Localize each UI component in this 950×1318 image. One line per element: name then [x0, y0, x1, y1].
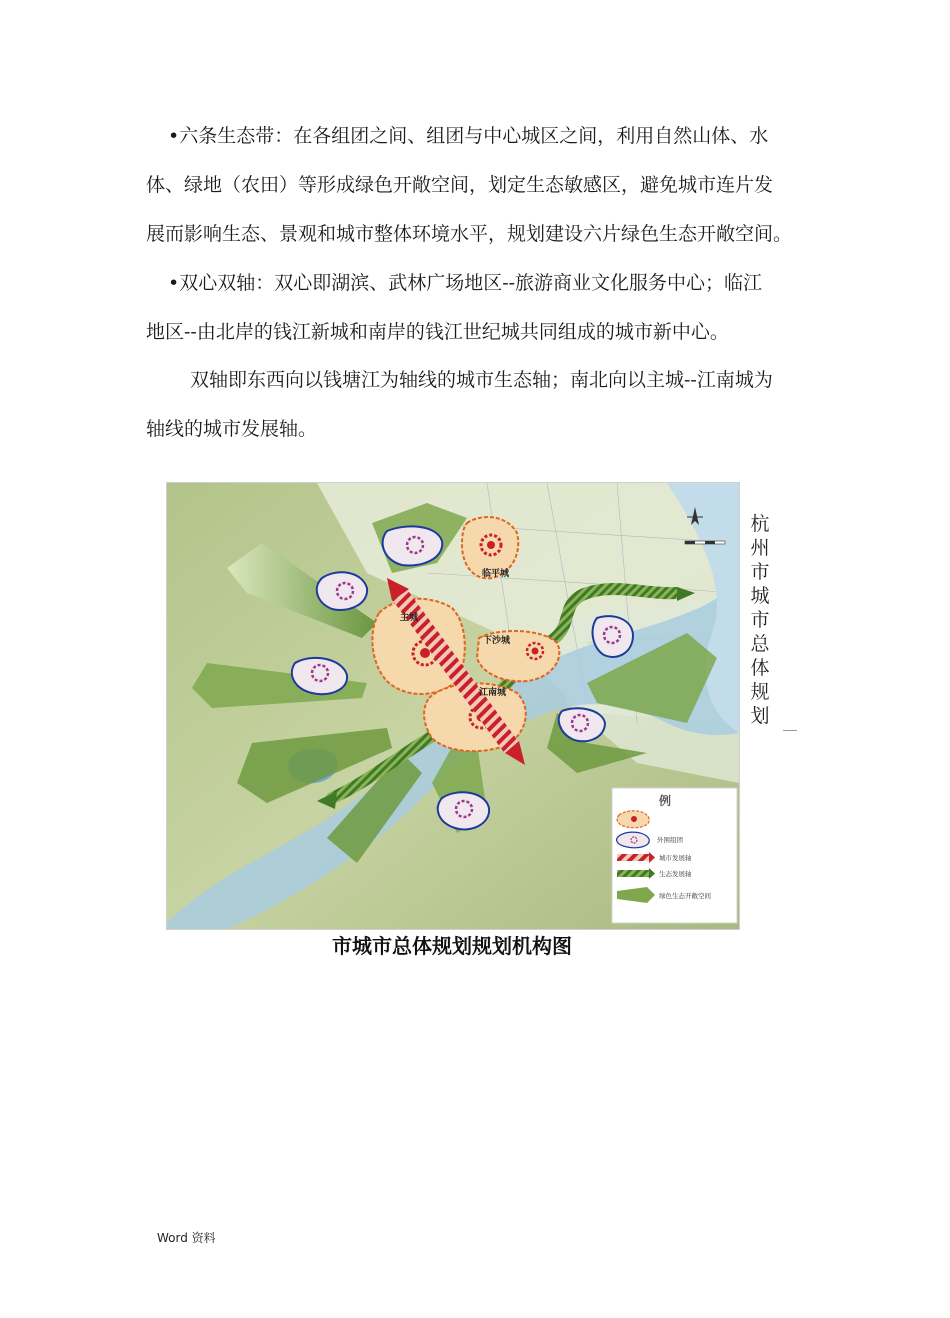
planning-map — [166, 482, 740, 930]
label-linpingcheng: 临平城 — [482, 569, 510, 579]
legend-item-ecological-axis: 生态发展轴 — [659, 870, 692, 878]
paragraph-ecological-belts — [146, 112, 816, 259]
legend-item-outer-group: 外围组团 — [657, 836, 683, 844]
paragraph-line: 体、绿地（农田）等形成绿色开敞空间，划定生态敏感区，避免城市连片发 — [146, 174, 774, 196]
map-legend — [612, 788, 737, 923]
paragraph-line: 六条生态带：在各组团之间、组团与中心城区之间，利用自然山体、水 — [179, 125, 769, 147]
bullet: • — [168, 272, 180, 294]
planning-map-graphic — [167, 483, 739, 929]
paragraph-dual-centers — [146, 259, 816, 357]
scale-bar — [685, 541, 725, 544]
paragraph-line: 双轴即东西向以钱塘江为轴线的城市生态轴；南北向以主城--江南城为 — [190, 369, 773, 391]
paragraph-line: 地区--由北岸的钱江新城和南岸的钱江世纪城共同组成的城市新中心。 — [146, 321, 729, 343]
paragraph-dual-axes — [146, 356, 816, 454]
label-zhucheng: 主城 — [400, 613, 419, 623]
figure-caption: 市城市总体规划规划机构图 — [332, 934, 572, 958]
side-title-dash — [783, 730, 797, 731]
paragraph-line: 双心双轴：双心即湖滨、武林广场地区--旅游商业文化服务中心；临江 — [179, 272, 763, 294]
legend-title: 例 — [659, 794, 672, 808]
label-jiangnancheng: 江南城 — [479, 688, 507, 698]
legend-item-development-axis: 城市发展轴 — [659, 854, 692, 862]
bullet: • — [168, 125, 180, 147]
paragraph-line: 轴线的城市发展轴。 — [146, 418, 318, 440]
paragraph-line: 展而影响生态、景观和城市整体环境水平，规划建设六片绿色生态开敞空间。 — [146, 223, 793, 245]
footer-word-resource: Word 资料 — [157, 1231, 216, 1245]
map-side-title: 杭州市城市总体规划 — [750, 513, 770, 727]
legend-item-green-space: 绿色生态开敞空间 — [659, 892, 711, 900]
label-xiashacheng: 下沙城 — [483, 636, 511, 646]
